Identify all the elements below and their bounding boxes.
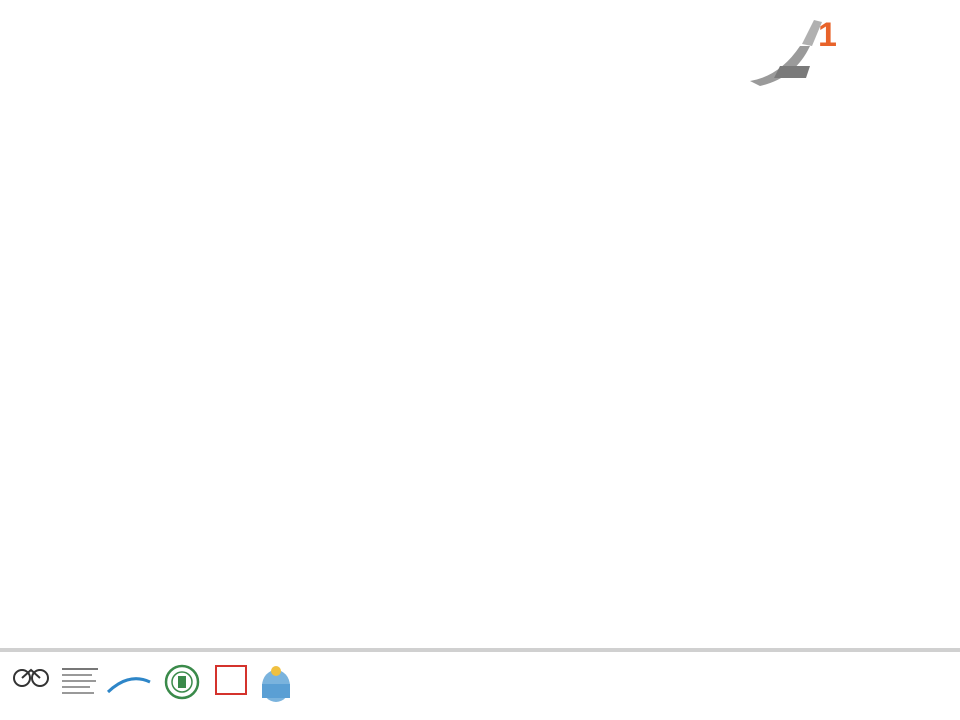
congress-number: 1 [818,16,837,54]
inta-logo [214,662,248,708]
congress-logo [740,6,950,88]
university-seal-logo [160,662,204,708]
fceia-logo [104,662,154,708]
argentina-shield-logo [258,662,294,708]
faculty-logo [60,662,100,708]
fundacion-cideter-logo [10,662,52,708]
